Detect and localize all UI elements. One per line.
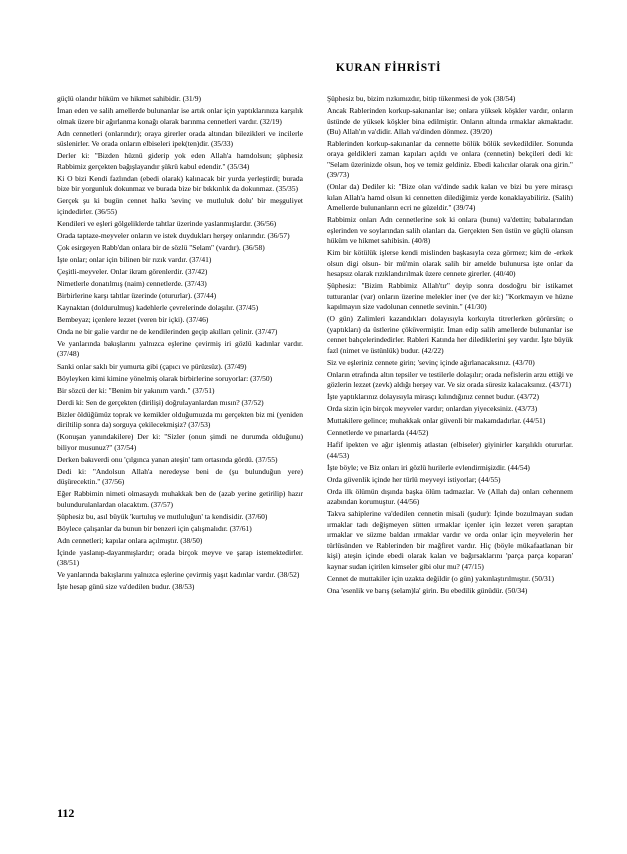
paragraph: Ona 'esenlik ve barış (selam)la' girin. Bu ebedilik günüdür. (50/34) bbox=[327, 585, 528, 595]
paragraph: Siz ve eşleriniz cennete girin; 'sevinç içinde ağırlanacaksınız. (43/70) bbox=[327, 357, 535, 367]
paragraph: Muttakilere gelince; muhakkak onlar güvenli bir makamdadırlar. (44/51) bbox=[327, 416, 546, 426]
left-column bbox=[57, 94, 303, 596]
paragraph: Sanki onlar saklı bir yumurta gibi (çapıcı ve pürüzsüz). (37/49) bbox=[57, 361, 247, 371]
paragraph: Böyleyken kimi kimine yönelmiş olarak birbirlerine soruyorlar: (37/50) bbox=[57, 373, 273, 383]
paragraph: Onların etrafında altın tepsiler ve testilerle dolaşılır; orada nefislerin arzu ettiği ve gözlerin lezzet (zevk) aldığı herşey var. Ve siz orada süresiz kalacaksınız. (43/71) bbox=[327, 369, 573, 390]
paragraph: Şüphesiz: "Bizim Rabbimiz Allah'tır" deyip sonra dosdoğru bir istikamet tutturanlar (var) onların üzerine melekler iner (ve der ki:) "Korkmayın ve hüzne kapılmayın size vadolunan cennetle sevinin." (41/30) bbox=[327, 281, 573, 312]
paragraph: İçinde yaslanıp-dayanmışlardır; orada birçok meyve ve şarap istemektedirler. (38/51) bbox=[57, 547, 303, 568]
paragraph: Kaynaktan (doldurulmuş) kadehlerle çevrelerinde dolaşılır. (37/45) bbox=[57, 302, 259, 312]
paragraph: (O gün) Zalimleri kazandıkları dolayısıyla korkuyla titrerlerken görürsün; o (yaptıkları) da üstlerine çöküvermiştir. İman edip salih amellerde bulunanlar ise cennet bahçelerindedirler. Rableri Katında her dilediklerini şey vardır. İşte büyük fazl (nimet ve üstünlük) budur. (42/22) bbox=[327, 314, 573, 355]
paragraph: İşte hesap günü size va'dedilen budur. (38/53) bbox=[57, 582, 195, 592]
paragraph: Gerçek şu ki bugün cennet halkı 'sevinç ve mutluluk dolu' bir meşguliyet içindedirler. (36/55) bbox=[57, 196, 303, 216]
paragraph: Çeşitli-meyveler. Onlar ikram görenlerdir. (37/42) bbox=[57, 266, 208, 276]
paragraph: güçlü olandır hüküm ve hikmet sahibidir. (31/9) bbox=[57, 94, 201, 103]
paragraph: İşte onlar; onlar için bilinen bir rızık vardır. (37/41) bbox=[57, 254, 212, 264]
page-header bbox=[0, 62, 627, 74]
paragraph: Cennetlerde ve pınarlarda (44/52) bbox=[327, 428, 429, 438]
paragraph: (Onlar da) Dediler ki: "Bize olan va'dinde sadık kalan ve bizi bu yere mirasçı kılan Allah'a hamd olsun ki cennetten dilediğimiz yerde konaklayabiliriz. (Salih) Amellerde bulunanların ecri ne güzeldir." (39/74) bbox=[327, 182, 573, 213]
paragraph: Orda güvenlik içinde her türlü meyveyi istiyorlar; (44/55) bbox=[327, 474, 501, 484]
paragraph: Bir sözcü der ki: "Benim bir yakınım vardı." (37/51) bbox=[57, 385, 215, 395]
paragraph: Eğer Rabbimin nimeti olmasaydı muhakkak ben de (azab yerine getirilip) hazır bulundurulanlardan olacaktım. (37/57) bbox=[57, 489, 303, 509]
paragraph: Orada taptaze-meyveler onların ve istek duydukları herşey onlarındır. (36/57) bbox=[57, 230, 290, 240]
paragraph: Çok esirgeyen Rabb'dan onlara bir de sözlü "Selam" (vardır). (36/58) bbox=[57, 242, 265, 252]
paragraph: İşte böyle; ve Biz onları iri gözlü hurilerle evlendirmişizdir. (44/54) bbox=[327, 462, 530, 472]
paragraph: Ve yanlarında bakışlarını yalnızca eşlerine çevirmiş yaşıt kadınlar vardır. (38/52) bbox=[57, 570, 300, 580]
paragraph: Orda sizin için birçok meyveler vardır; onlardan yiyeceksiniz. (43/73) bbox=[327, 404, 538, 414]
paragraph: İşte yaptıklarınız dolayısıyla mirasçı kılındığınız cennet budur. (43/72) bbox=[327, 392, 540, 402]
paragraph: Şüphesiz bu, asıl büyük 'kurtuluş ve mutluluğun' ta kendisidir. (37/60) bbox=[57, 511, 268, 521]
paragraph: Takva sahiplerine va'dedilen cennetin misali (şudur): İçinde bozulmayan sudan ırmaklar tadı değişmeyen sütten ırmaklar içenler için lezzet veren şaraptan ırmaklar ve süzme baldan ırmaklar vardır ve orda onlar için meyvelerin her türlüsünden ve Rablerinden bir mağfiret vardır. Hiç (böyle mükafaatlanan bir kişi) ateşin içinde ebedi olarak kalan ve bağırsaklarını 'parça parça koparan' kaynar sudan içirilen kimseler gibi olur mu? (47/15) bbox=[327, 509, 573, 571]
paragraph: Rablerinden korkup-sakınanlar da cennette bölük bölük sevkedildiler. Sonunda oraya geldikleri zaman kapıları açıldı ve onlara (cennetin) bekçileri dedi ki: "Selam üzerinizde olsun, hoş ve temiz geldiniz. Ebedi kalıcılar olarak ona girin." (39/73) bbox=[327, 139, 573, 180]
paragraph: Orda ilk ölümün dışında başka ölüm tadmazlar. Ve (Allah da) onları cehennem azabından korumuştur. (44/56) bbox=[327, 486, 573, 507]
paragraph: Ancak Rablerinden korkup-sakınanlar ise; onlara yüksek köşkler vardır, onların üstünde de yüksek köşkler bina edilmiştir. Onların altında ırmaklar akmaktadır. (Bu) Allah'ın va'didir. Allah va'dinden dönmez. (39/20) bbox=[327, 106, 573, 136]
paragraph: (Konuşan yanındakilere) Der ki: "Sizler (onun şimdi ne durumda olduğunu) biliyor musunuz?" (37/54) bbox=[57, 432, 303, 452]
page-number: 112 bbox=[57, 806, 75, 820]
paragraph: Kim bir kötülük işlerse kendi mislinden başkasıyla ceza görmez; kim de -erkek olsun digi olsun- bir mü'min olarak salih bir amelde bulunursa işte onlar da hesapsız olarak rızıklandırılmak üzere cennete girerler. (40/40) bbox=[327, 248, 573, 279]
paragraph: Cennet de muttakiler için uzakta değildir (o gün) yakınlaştırılmıştır. (50/31) bbox=[327, 573, 555, 583]
paragraph: Kendileri ve eşleri gölgeliklerde tahtlar üzerinde yaslanmışlardır. (36/56) bbox=[57, 218, 277, 228]
paragraph: Derken bakıverdi onu 'çılgınca yanan ateşin' tam ortasında gördü. (37/55) bbox=[57, 454, 278, 464]
paragraph: Dedi ki: "Andolsun Allah'a neredeyse beni de (şu bulunduğun yere) düşürecektin." (37/56) bbox=[57, 466, 303, 487]
header-title: KURAN FİHRİSTİ bbox=[335, 62, 442, 74]
paragraph: Adn cennetleri; kapılar onlara açılmıştır. (38/50) bbox=[57, 535, 203, 545]
paragraph: Derdi ki: Sen de gerçekten (dirilişi) doğrulayanlardan mısın? (37/52) bbox=[57, 397, 264, 407]
paragraph: Nimetlerle donatılmış (naim) cennetlerde. (37/43) bbox=[57, 278, 207, 288]
paragraph: Bembeyaz; içenlere lezzet (veren bir içki). (37/46) bbox=[57, 314, 209, 324]
paragraph: Hafif ipekten ve ağır işlenmiş atlastan (elbiseler) giyinirler karşılıklı otururlar. (44/53) bbox=[327, 440, 573, 460]
paragraph: Derler ki: "Bizden hüznü giderip yok eden Allah'a hamdolsun; şüphesiz Rabbimiz gerçekten bağışlayandır şükrü kabul edendir." (35/34) bbox=[57, 151, 303, 171]
paragraph: Birbirlerine karşı tahtlar üzerinde (otururlar). (37/44) bbox=[57, 290, 217, 300]
right-column bbox=[327, 94, 573, 596]
paragraph: Ve yanlarında bakışlarını yalnızca eşlerine çevirmiş iri gözlü kadınlar vardır. (37/48) bbox=[57, 339, 303, 359]
paragraph: Onda ne bir galie vardır ne de kendilerinden geçip akılları çelinir. (37/47) bbox=[57, 326, 278, 336]
paragraph: Rabbimiz onları Adn cennetlerine sok ki onlara (bunu) va'dettin; babalarından eşlerinden ve soylarından salih olanları da. Gerçekten Sen üstün ve güçlü olansın hüküm ve hikmet sahibisin. (40/8) bbox=[327, 215, 573, 246]
paragraph: Adn cennetleri (onlarındır); oraya girerler orada altından bilezikleri ve incilerle süslenirler. Ve orada onların elbiseleri ipek(ten)dir. (35/33) bbox=[57, 128, 303, 148]
paragraph: Böylece çalışanlar da bunun bir benzeri için çalışmalıdır. (37/61) bbox=[57, 523, 252, 533]
paragraph: Şüphesiz bu, bizim rızkımızdır, bitip tükenmesi de yok (38/54) bbox=[327, 94, 516, 103]
paragraph: Ki O bizi Kendi fazlından (ebedi olarak) kalınacak bir yurda yerleştirdi; burada bize bir yorgunluk dokunmaz ve burada bize bir bıkkınlık da dokunmaz. (35/35) bbox=[57, 173, 303, 193]
paragraph: İman eden ve salih amellerde bulunanlar ise artık onlar için yaptıklarınıza karşılık olmak üzere bir ağırlanma konağı olarak barınma cennetleri vardır. (32/19) bbox=[57, 106, 303, 126]
two-column-body bbox=[57, 94, 573, 596]
paragraph: Bizler öldüğümüz toprak ve kemikler olduğumuzda mı gerçekten biz mi (yeniden diriltilip sonra da) sorguya çekilecekmişiz? (37/53) bbox=[57, 409, 303, 430]
